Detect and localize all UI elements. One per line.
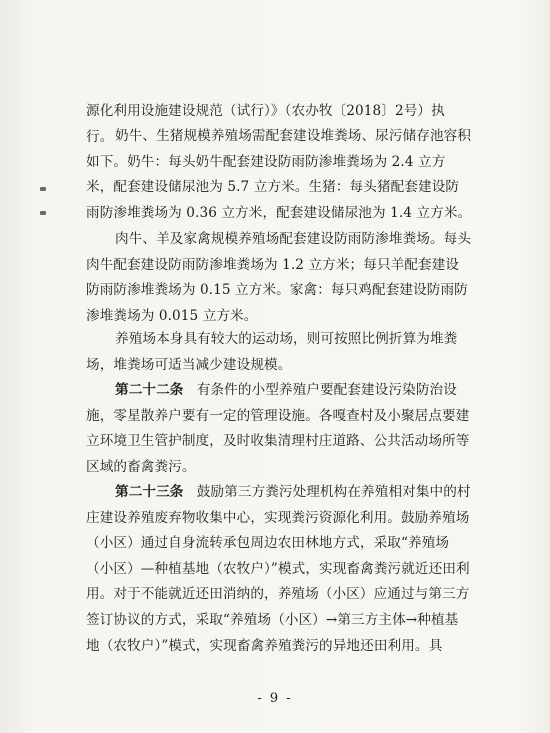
- article-heading: 第二十三条: [115, 484, 184, 500]
- binding-hole-mark: [40, 211, 46, 215]
- paragraph-exercise-yard: [86, 327, 472, 378]
- paragraph-text: 鼓励第三方粪污处理机构在养殖相对集中的村庄建设养殖废弃物收集中心，实现粪污资源化利用。鼓励养殖场（小区）通过自身流转承包周边农田林地方式，采取“养殖场（小区）—种植基地（农牧户）”模式，实现畜禽粪污就近还田利用。对于不能就近还田消纳的，养殖场（小区）应通过与第三方签订协议的方式，采取“养殖场（小区）→第三方主体→种植基地（农牧户）”模式，实现畜禽养殖粪污的异地还田利用。具: [86, 484, 471, 654]
- paragraph-text: 源化利用设施建设规范（试行）》（农办牧〔2018〕2号）执行。: [86, 103, 445, 145]
- article-heading: 第二十二条: [115, 382, 184, 398]
- paragraph-text: 肉牛、羊及家禽规模养殖场配套建设防雨防渗堆粪场。每头肉牛配套建设防雨防渗堆粪场为 1.2 立方米；每只羊配套建设防雨防渗堆粪场为 0.15 立方米。家禽：每只鸡配套建设防雨防渗堆粪场为 0.015 立方米。: [86, 231, 472, 324]
- article-23: [86, 480, 472, 659]
- binding-hole-mark: [40, 187, 46, 191]
- paragraph-text: 奶牛、生猪规模养殖场需配套建设堆粪场、尿污储存池容积如下。奶牛：每头奶牛配套建设防雨防渗堆粪场为 2.4 立方米，配套建设储尿池为 5.7 立方米。生猪：每头猪配套建设防雨防渗堆粪场为 0.36 立方米，配套建设储尿池为 1.4 立方米。: [86, 128, 472, 221]
- paragraph-text: 养殖场本身具有较大的运动场，则可按照比例折算为堆粪场，堆粪场可适当减少建设规模。: [86, 331, 458, 373]
- paragraph-dairy-pig: [86, 124, 472, 226]
- paragraph-text: 有条件的小型养殖户要配套建设污染防治设施，零星散养户要有一定的管理设施。各嘎查村及小聚居点要建立环境卫生管护制度，及时收集清理村庄道路、公共活动场所等区域的畜禽粪污。: [86, 382, 470, 475]
- paragraph-beef-sheep-poultry: [86, 227, 472, 329]
- article-22: [86, 378, 472, 480]
- page-number: - 9 -: [257, 691, 293, 706]
